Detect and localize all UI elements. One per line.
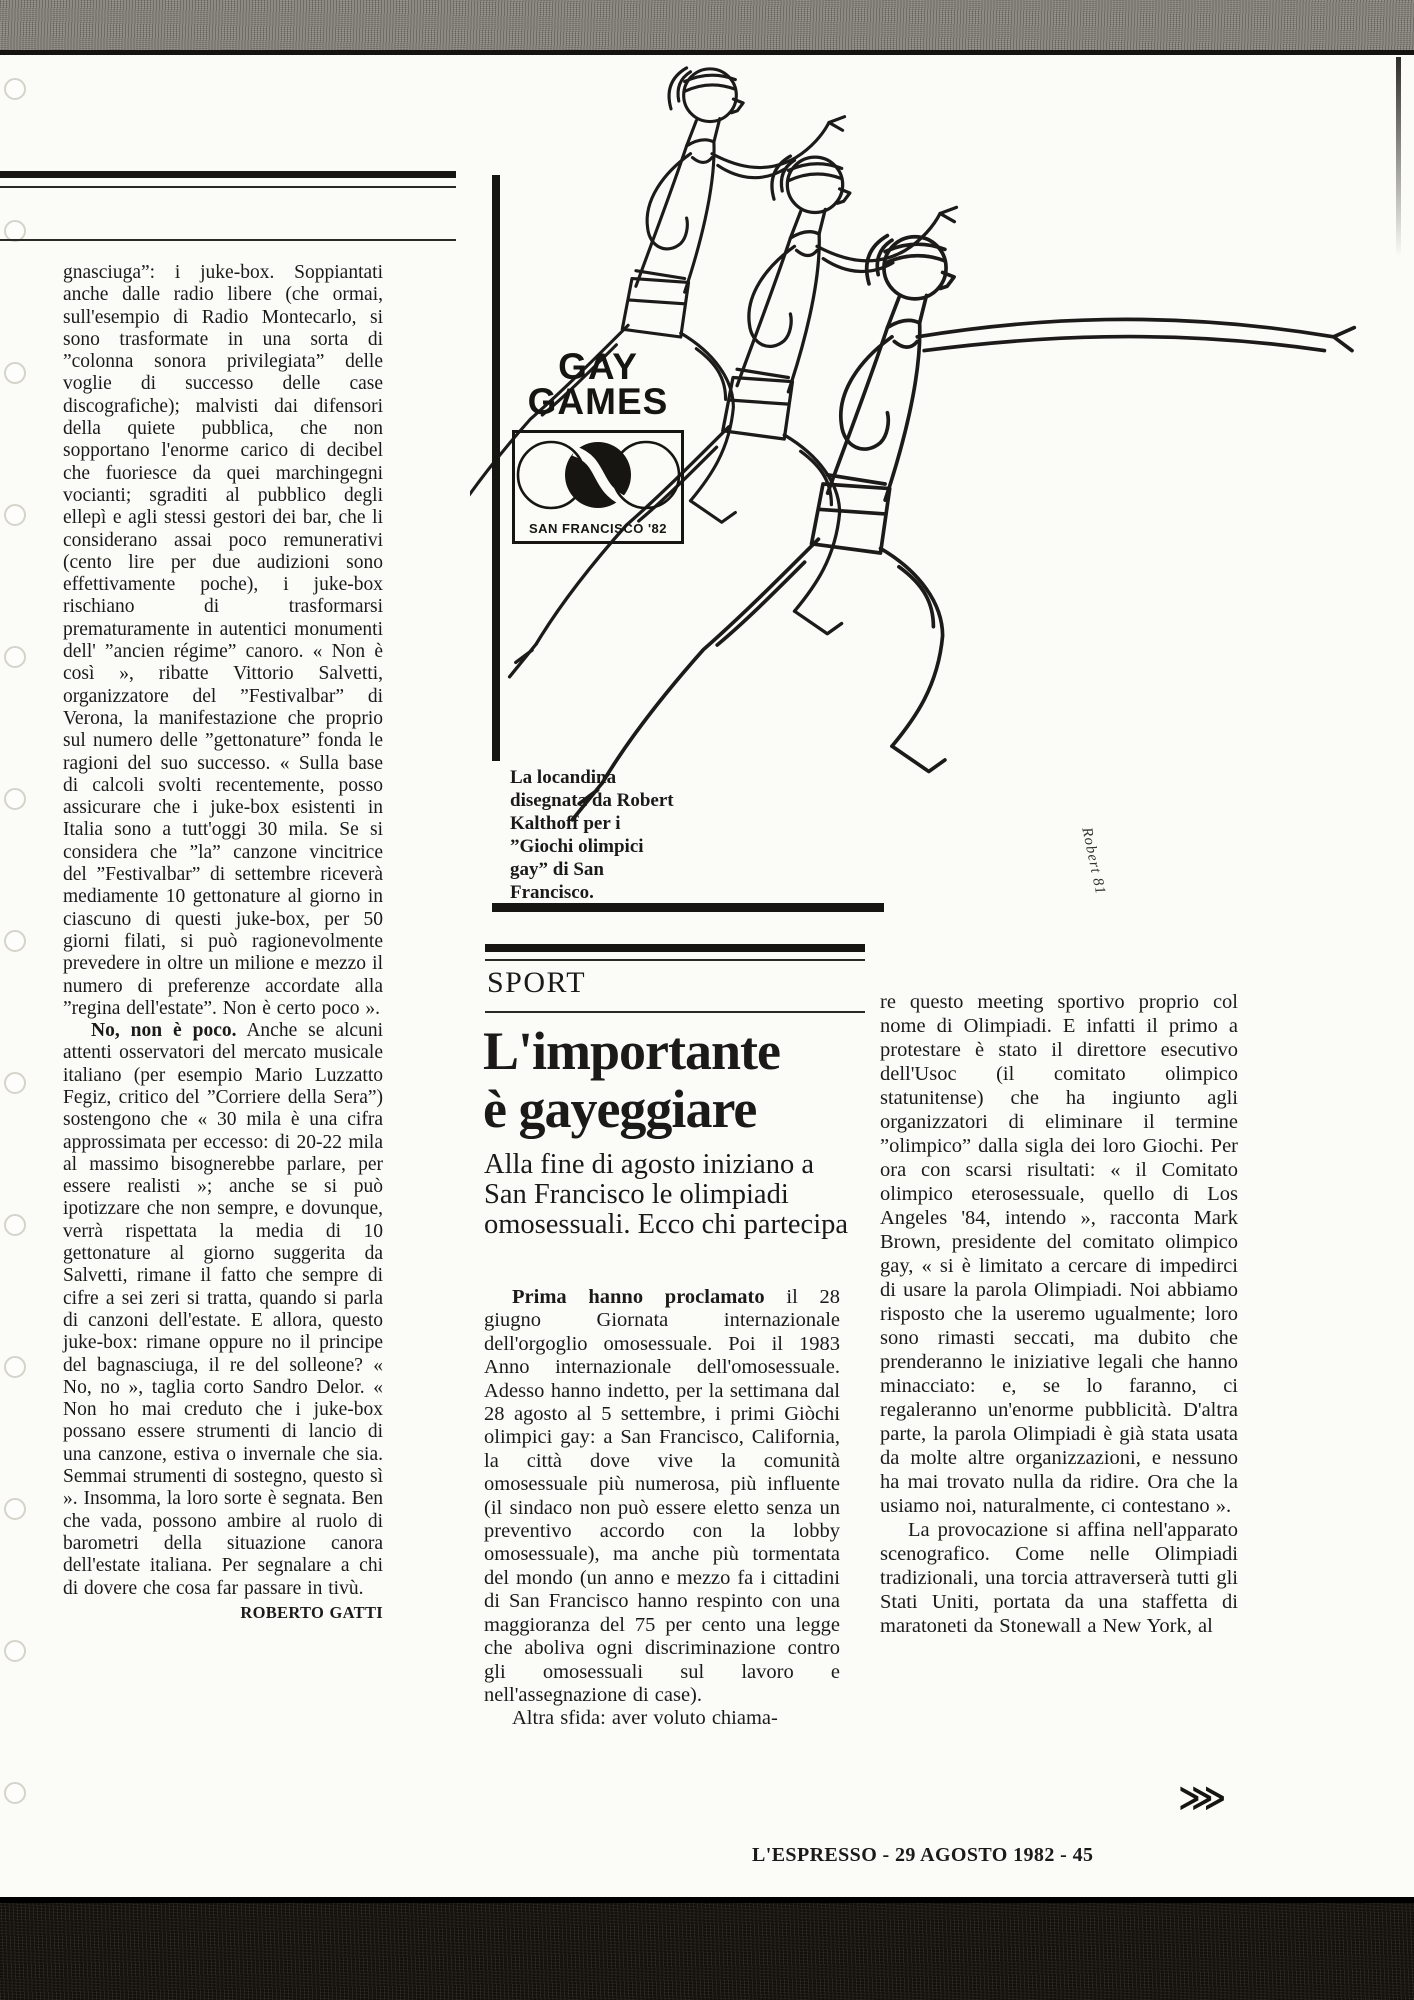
paragraph-body: Anche se alcuni attenti osservatori del mercato musicale italiano (per esempio Mario Luzzatto Fegiz, critico del ”Corriere della Sera”) sostengono che « 30 mila è una cifra approssimata per eccesso: di 20-22 mila al massimo bisognerebbe parlare, per essere realisti »; anche se si può ipotizzare che non sempre, e dovunque, verrà rispettata la media di 10 gettonature al giorno suggerita da Salvetti, rimane il fatto che sempre di cifre a sei zeri si tratta, quando si parla di canzoni dell'estate. E allora, questo juke-box: rimane oppure no il principe del bagnasciuga, il re del solleone? « No, no », taglia corto Sandro Delor. « Non ho mai creduto che i juke-box possano essere strumenti di lancio di una canzone, estiva o invernale che sia. Semmai strumenti di sostegno, questo sì ». Insomma, la loro sorte è segnata. Ben che vada, possono ambire al ruolo di barometri della situazione canora dell'estate italiana. Per segnalare a chi di dovere che cosa far passare in tivù. <box>63 1020 383 1599</box>
magazine-footer: L'ESPRESSO - 29 AGOSTO 1982 - 45 <box>752 1844 1094 1866</box>
article-paragraph <box>484 1286 840 1707</box>
binder-hole <box>4 788 26 810</box>
binder-hole <box>4 78 26 100</box>
left-column-top-rule-thick <box>0 171 456 178</box>
scan-bottom-band <box>0 1897 1414 2000</box>
section-rule-thick <box>485 944 865 952</box>
article-column-1 <box>484 1286 840 1731</box>
paragraph-lead-bold: Prima hanno proclamato <box>512 1286 765 1308</box>
artist-signature: Robert 81 <box>1078 826 1109 897</box>
article-paragraph: re questo meeting sportivo proprio col nome di Olimpiadi. E infatti il primo a protestare è stato il direttore esecutivo dell'Usoc (il comitato olimpico statunitense) che ha ingiunto agli organizzatori di eliminare il termine ”olimpico” dalla sigla dei loro Giochi. Per ora con scarsi risultati: « il Comitato olimpico eterosessuale, quello di Los Angeles '84, intendo », racconta Mark Brown, presidente del comitato olimpico gay, « si è limitato a cercare di impedirci di usare la parola Olimpiadi. Noi abbiamo risposto che la useremo ugualmente; loro sono rimasti seccati, ma dubito che prenderanno le iniziative legali che hanno minacciato: e, se lo faranno, ci regaleranno un'enorme pubblicità. D'altra parte, la parola Olimpiadi è già stata usata da molte altre organizzazioni, e nessuno ha mai trovato nulla da ridire. Ora che la usiamo noi, naturalmente, ci contestano ». <box>880 991 1238 1517</box>
left-article-paragraph <box>63 1020 383 1600</box>
headline-line-1: L'importante <box>483 1021 780 1081</box>
paragraph-lead-bold: No, non è poco. <box>91 1020 237 1042</box>
article-headline <box>483 1022 863 1138</box>
binder-hole <box>4 1640 26 1662</box>
section-rule-under <box>485 1011 865 1013</box>
poster-frame-left-rule <box>492 175 500 761</box>
poster-caption: La locandina disegnata da Robert Kalthoff per i ”Giochi olimpici gay” di San Francisco. <box>510 767 674 903</box>
paragraph-body: il 28 giugno Giornata internazionale dell'orgoglio omosessuale. Poi il 1983 Anno internazionale dell'omosessuale. Adesso hanno indetto, per la settimana dal 28 agosto al 5 settembre, i primi Giòchi olimpici gay: a San Francisco, California, la città dove vive la comunità omosessuale più numerosa, più influente (il sindaco non può essere eletto senza un preventivo accordo con la lobby omosessuale), ma anche più tormentata del mondo (un anno e mezzo fa i cittadini di San Francisco hanno respinto con una maggioranza del 75 per cento una legge che aboliva ogni discriminazione contro gli omosessuali sul lavoro e nell'assegnazione di case). <box>484 1286 840 1706</box>
section-rule-thin <box>485 959 865 961</box>
byline: ROBERTO GATTI <box>240 1602 383 1622</box>
runner-3 <box>572 236 1354 820</box>
binder-hole <box>4 1072 26 1094</box>
section-kicker: SPORT <box>487 966 587 999</box>
gay-games-logo <box>512 346 684 422</box>
binder-hole <box>4 1782 26 1804</box>
left-article-paragraph: gnasciuga”: i juke-box. Soppiantati anche dalle radio libere (che ormai, sull'esempio di Radio Montecarlo, si sono trasformate in una sorta di ”colonna sonora privilegiata” delle voglie di successo delle case discografiche); malvisti dai difensori della quiete pubblica, che non sopportano l'enorme carico di decibel che fuoriesce da quei marchingegni vocianti; sgraditi al pubblico degli ellepì e agli stessi gestori dei bar, che li considerano assai poco remunerativi (cento lire per due audizioni sono effettivamente poche), i juke-box rischiano di trasformarsi prematuramente in autentici monumenti dell' ”ancien régime” canoro. « Non è così », ribatte Vittorio Salvetti, organizzatore del ”Festivalbar” di Verona, la manifestazione che proprio sul numero delle ”gettonature” fonda le ragioni del suo successo. « Sulla base di calcoli svolti recentemente, posso assicurare che i juke-box esistenti in Italia sono a tutt'oggi 30 mila. Se si considera che ”la” canzone vincitrice del ”Festivalbar” di settembre riceverà mediamente 10 gettonature al giorno in ciascuno di questi juke-box, per 50 giorni filati, si può ragionevolmente prevedere in oltre un milione e mezzo il numero di preferenze accordate alla ”regina dell'estate”. Non è certo poco ». <box>63 262 383 1019</box>
binder-hole <box>4 504 26 526</box>
binder-hole <box>4 1356 26 1378</box>
continuation-chevrons-icon: ⋙ <box>1178 1778 1227 1818</box>
article-paragraph: Altra sfida: aver voluto chiama- <box>512 1707 778 1730</box>
binder-hole <box>4 362 26 384</box>
binder-hole <box>4 1214 26 1236</box>
logo-city-label: SAN FRANCISCO '82 <box>529 521 667 536</box>
left-column-top-rule-thin <box>0 186 456 188</box>
binder-hole <box>4 646 26 668</box>
logo-word-games: GAMES <box>527 381 669 422</box>
left-column-second-rule <box>0 239 456 241</box>
binder-hole <box>4 930 26 952</box>
gay-games-emblem-box <box>512 430 684 544</box>
article-paragraph: La provocazione si affina nell'apparato scenografico. Come nelle Olimpiadi tradizionali, una torcia attraverserà tutti gli Stati Uniti, portata da una staffetta di maratoneti da Stonewall a New York, al <box>880 1519 1238 1637</box>
interlocking-circles-icon <box>515 435 681 519</box>
article-standfirst: Alla fine di agosto iniziano a San Francisco le olimpiadi omosessuali. Ecco chi partecipa <box>484 1149 849 1240</box>
headline-line-2: è gayeggiare <box>483 1079 757 1139</box>
scan-top-band <box>0 0 1414 55</box>
article-column-2 <box>880 990 1238 1638</box>
left-article-column <box>63 262 383 1624</box>
poster-frame-bottom-rule <box>492 903 884 912</box>
binder-hole <box>4 1498 26 1520</box>
logo-word-gay: GAY <box>558 346 638 387</box>
